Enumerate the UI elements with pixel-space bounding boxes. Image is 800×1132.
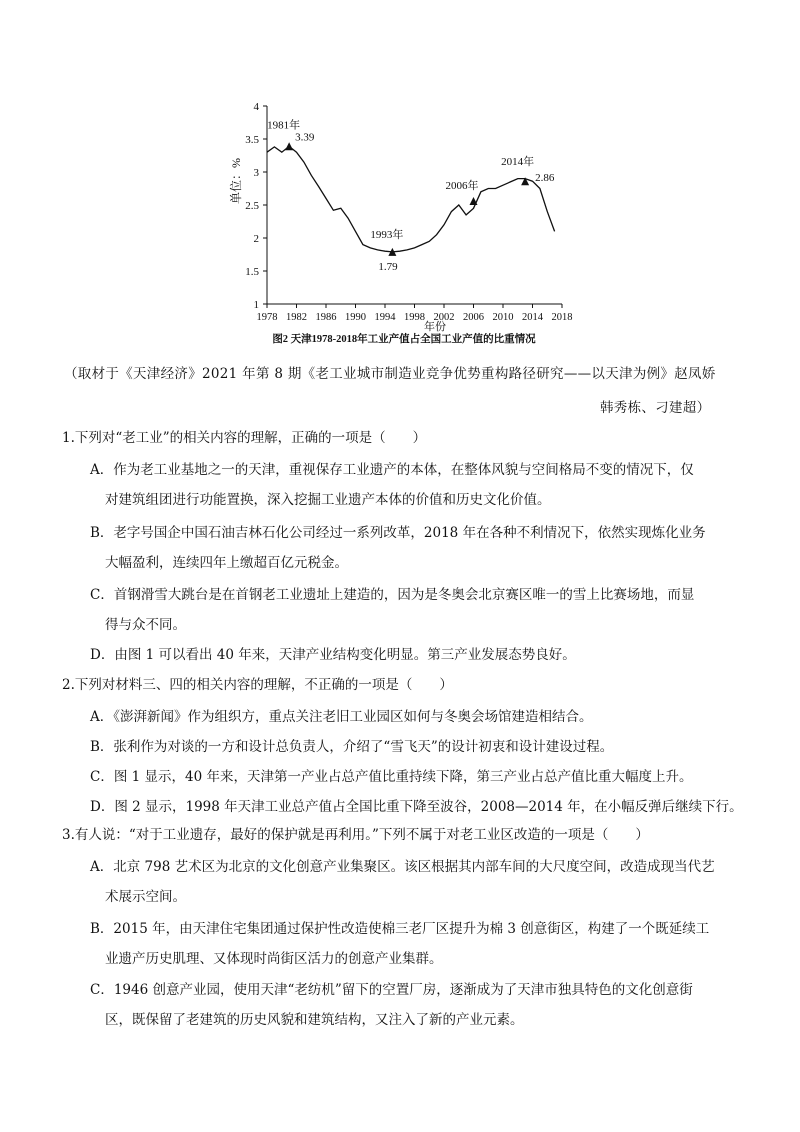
q2-option-c: C．图 1 显示，40 年来，天津第一产业占总产值比重持续下降，第三产业占总产值比重大幅度上升。 — [90, 769, 693, 785]
x-tick-label: 1982 — [286, 312, 307, 323]
y-tick-label: 3.5 — [245, 134, 259, 146]
annotation-year-label: 1993年 — [370, 228, 404, 241]
q3-option-c: C．1946 创意产业园，使用天津“老纺机”留下的空置厂房，逐渐成为了天津市独具特色的文化创意街 — [90, 982, 693, 998]
line-chart — [222, 96, 582, 346]
chart-plot — [267, 117, 555, 273]
x-tick-label: 2002 — [433, 312, 455, 323]
annotation-value-label: 2.86 — [535, 172, 555, 185]
q3-option-b-cont: 业遗产历史肌理、又体现时尚街区活力的创意产业集群。 — [105, 951, 443, 967]
source-line-2: 韩秀栋、刁建超） — [600, 400, 711, 416]
y-tick-label: 2 — [253, 233, 259, 245]
annotation-value-label: 3.39 — [295, 131, 315, 144]
annotation-year-label: 2014年 — [501, 156, 535, 169]
q2-option-b: B．张利作为对谈的一方和设计总负责人，介绍了“雪飞天”的设计初衷和设计建设过程。 — [90, 739, 614, 755]
q1-option-a: A．作为老工业基地之一的天津，重视保存工业遗产的本体，在整体风貌与空间格局不变的情况下，仅 — [90, 462, 694, 478]
q3-option-a: A．北京 798 艺术区为北京的文化创意产业集聚区。该区根据其内部车间的大尺度空间，改造成现当代艺 — [90, 859, 715, 875]
q1-option-c: C．首钢滑雪大跳台是在首钢老工业遗址上建造的，因为是冬奥会北京赛区唯一的雪上比赛场地，而显 — [90, 587, 695, 603]
y-tick-label: 3 — [253, 167, 259, 179]
x-tick-label: 1978 — [256, 312, 278, 323]
q1-option-a-cont: 对建筑组团进行功能置换，深入挖掘工业遗产本体的价值和历史文化价值。 — [105, 492, 551, 508]
x-tick-label: 1986 — [315, 312, 337, 323]
x-tick-label: 1998 — [404, 312, 425, 323]
chart-title: 图2 天津1978-2018年工业产值占全国工业产值的比重情况 — [272, 334, 536, 345]
y-tick-label: 2.5 — [245, 200, 259, 212]
x-tick-label: 1994 — [374, 312, 396, 323]
peak-marker — [285, 142, 293, 150]
x-tick-label: 2018 — [551, 312, 573, 323]
source-line-1: （取材于《天津经济》2021 年第 8 期《老工业城市制造业竞争优势重构路径研究——以天津为例》赵凤娇 — [64, 366, 716, 382]
question-1-stem: 1.下列对“老工业”的相关内容的理解，正确的一项是（ ） — [62, 430, 427, 446]
y-tick-label: 1 — [253, 299, 259, 311]
q1-option-c-cont: 得与众不同。 — [105, 617, 186, 633]
x-tick-label: 2006 — [463, 312, 484, 323]
q1-option-b-cont: 大幅盈利，连续四年上缴超百亿元税金。 — [105, 555, 348, 571]
x-tick-label: 2014 — [522, 312, 543, 323]
q2-option-d: D．图 2 显示，1998 年天津工业总产值占全国比重下降至波谷，2008—2014 年，在小幅反弹后继续下行。 — [90, 799, 743, 815]
question-2-stem: 2.下列对材料三、四的相关内容的理解，不正确的一项是（ ） — [62, 677, 453, 693]
x-axis-label: 年份 — [424, 321, 446, 333]
y-tick-label: 1.5 — [245, 266, 259, 278]
q3-option-a-cont: 术展示空间。 — [105, 889, 186, 905]
q1-option-d: D．由图 1 可以看出 40 年来，天津产业结构变化明显。第三产业发展态势良好。 — [90, 647, 576, 663]
q1-option-b: B．老字号国企中国石油吉林石化公司经过一系列改革，2018 年在各种不利情况下，依然实现炼化业务 — [90, 525, 706, 541]
annotation-value-label: 1.79 — [378, 260, 398, 273]
question-3-stem: 3.有人说：“对于工业遗存，最好的保护就是再利用。”下列不属于对老工业区改造的一项是（ ） — [62, 827, 649, 843]
y-axis-label: 单位：% — [229, 158, 243, 204]
x-tick-label: 1990 — [345, 312, 366, 323]
q2-option-a: A．《澎湃新闻》作为组织方，重点关注老旧工业园区如何与冬奥会场馆建造相结合。 — [90, 709, 593, 725]
y-tick-label: 4 — [253, 101, 259, 113]
x-tick-label: 2010 — [492, 312, 514, 323]
q3-option-c-cont: 区，既保留了老建筑的历史风貌和建筑结构，又注入了新的产业元素。 — [105, 1012, 524, 1028]
annotation-year-label: 2006年 — [445, 180, 479, 193]
annotation-year-label: 1981年 — [267, 119, 301, 132]
q3-option-b: B．2015 年，由天津住宅集团通过保护性改造使棉三老厂区提升为棉 3 创意街区，构建了一个既延续工 — [90, 921, 710, 937]
